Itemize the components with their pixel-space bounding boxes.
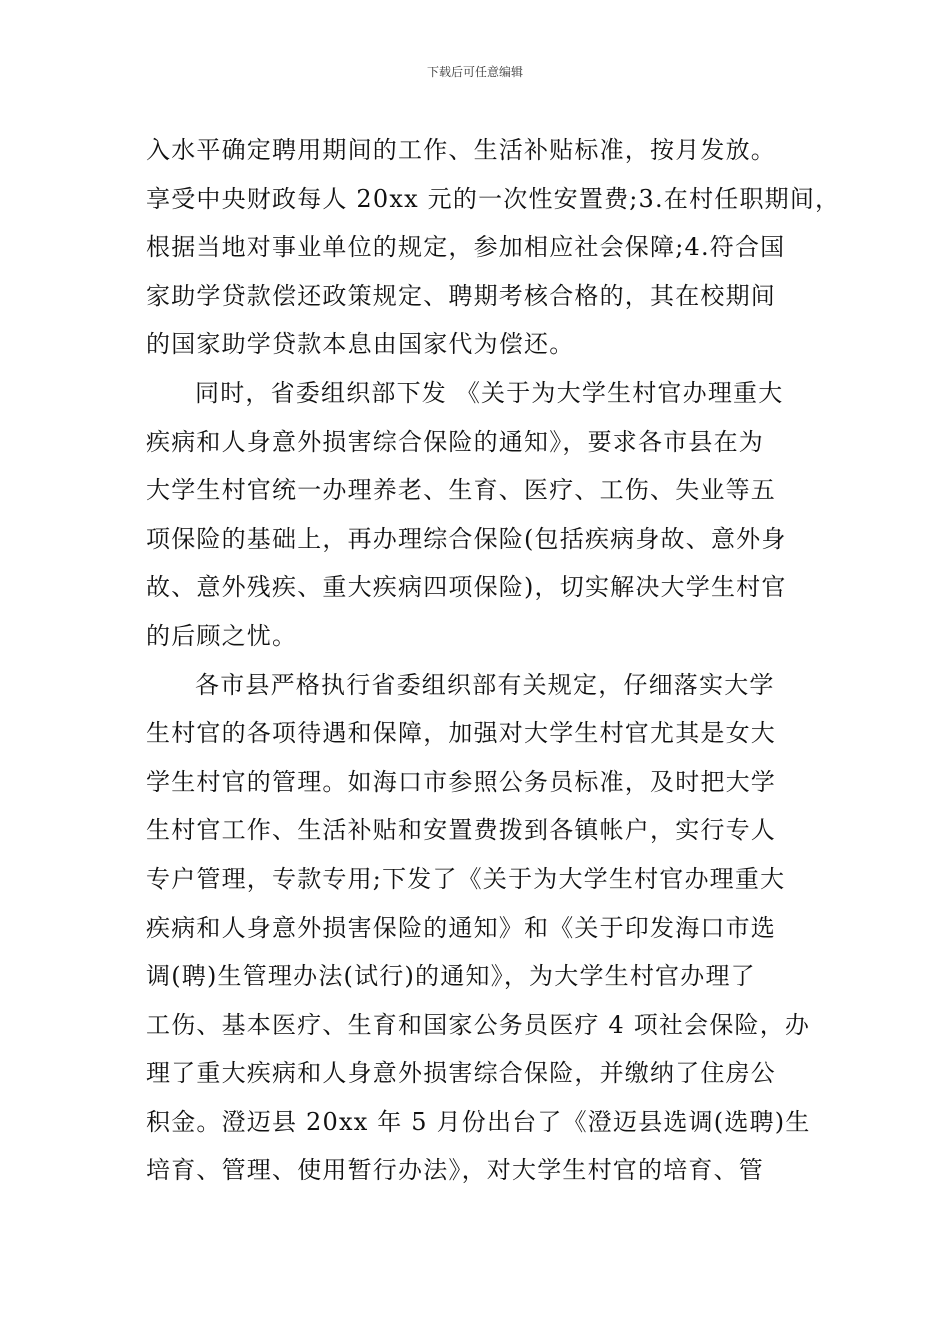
paragraph-line: 理了重大疾病和人身意外损害综合保险，并缴纳了住房公 bbox=[146, 1059, 776, 1088]
paragraph-line: 各市县严格执行省委组织部有关规定，仔细落实大学 bbox=[195, 670, 775, 699]
paragraph-3 bbox=[0, 661, 950, 1196]
paragraph-line: 的后顾之忧。 bbox=[146, 621, 298, 650]
paragraph-line: 项保险的基础上，再办理综合保险(包括疾病身故、意外身 bbox=[146, 524, 787, 553]
paragraph-line: 家助学贷款偿还政策规定、聘期考核合格的，其在校期间 bbox=[146, 281, 776, 310]
page-header: 下载后可任意编辑 bbox=[426, 65, 523, 79]
paragraph-line: 学生村官的管理。如海口市参照公务员标准，及时把大学 bbox=[146, 767, 776, 796]
paragraph-1 bbox=[0, 126, 950, 369]
paragraph-line: 享受中央财政每人 20xx 元的一次性安置费;3.在村任职期间， bbox=[146, 184, 841, 213]
paragraph-line: 专户管理，专款专用;下发了《关于为大学生村官办理重大 bbox=[146, 864, 786, 893]
document-body bbox=[0, 126, 950, 1195]
paragraph-line: 生村官工作、生活补贴和安置费拨到各镇帐户，实行专人 bbox=[146, 816, 776, 845]
paragraph-line: 积金。澄迈县 20xx 年 5 月份出台了《澄迈县选调(选聘)生 bbox=[146, 1107, 811, 1136]
paragraph-line: 疾病和人身意外损害综合保险的通知》，要求各市县在为 bbox=[146, 427, 764, 456]
paragraph-line: 调(聘)生管理办法(试行)的通知》，为大学生村官办理了 bbox=[146, 962, 756, 991]
paragraph-line: 培育、管理、使用暂行办法》，对大学生村官的培育、管 bbox=[146, 1156, 764, 1185]
paragraph-line: 同时，省委组织部下发 《关于为大学生村官办理重大 bbox=[195, 378, 784, 407]
paragraph-line: 的国家助学贷款本息由国家代为偿还。 bbox=[146, 330, 575, 359]
paragraph-line: 生村官的各项待遇和保障，加强对大学生村官尤其是女大 bbox=[146, 719, 776, 748]
paragraph-line: 疾病和人身意外损害保险的通知》和《关于印发海口市选 bbox=[146, 913, 776, 942]
paragraph-line: 工伤、基本医疗、生育和国家公务员医疗 4 项社会保险，办 bbox=[146, 1010, 811, 1039]
paragraph-line: 大学生村官统一办理养老、生育、医疗、工伤、失业等五 bbox=[146, 476, 776, 505]
paragraph-line: 故、意外残疾、重大疾病四项保险)，切实解决大学生村官 bbox=[146, 573, 787, 602]
paragraph-line: 根据当地对事业单位的规定，参加相应社会保障;4.符合国 bbox=[146, 233, 786, 262]
paragraph-2 bbox=[0, 369, 950, 661]
paragraph-line: 入水平确定聘用期间的工作、生活补贴标准，按月发放。 bbox=[146, 136, 776, 164]
